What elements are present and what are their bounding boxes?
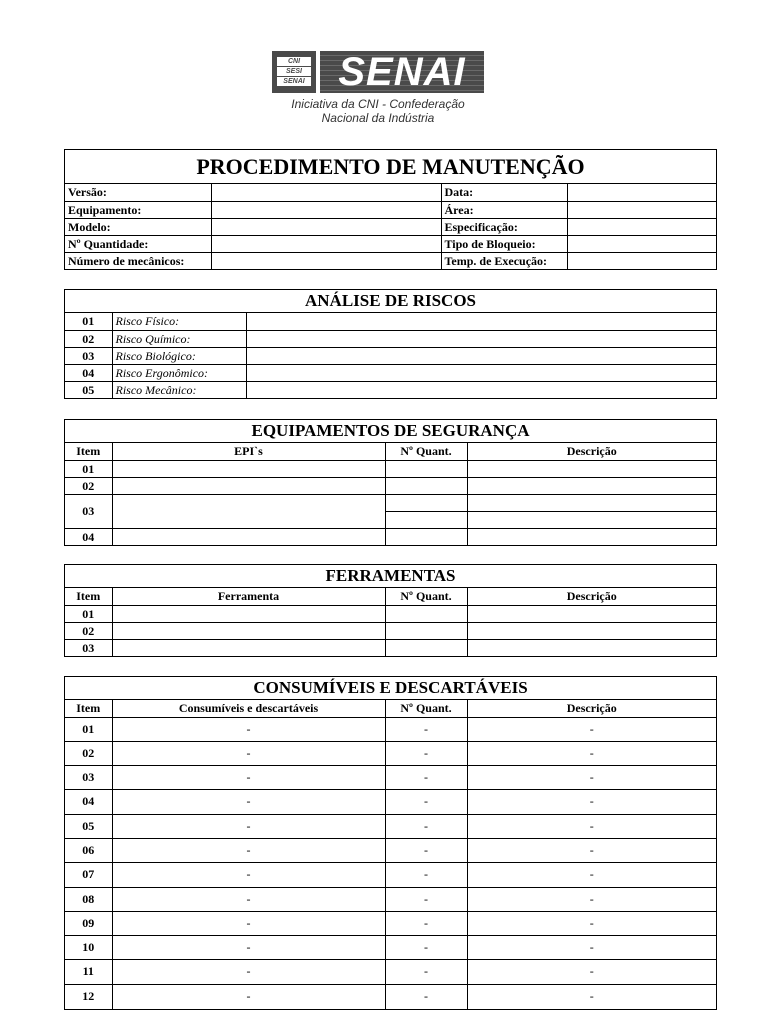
description-cell[interactable] bbox=[467, 460, 716, 477]
safety-equipment-section bbox=[64, 419, 717, 546]
table-row bbox=[65, 528, 716, 545]
procedure-title: PROCEDIMENTO DE MANUTENÇÃO bbox=[65, 150, 716, 184]
item-number: 03 bbox=[65, 494, 112, 528]
consumables-rows bbox=[65, 717, 716, 1009]
table-header-row bbox=[65, 588, 716, 605]
safety-equipment-table bbox=[65, 443, 716, 545]
description-cell[interactable] bbox=[467, 639, 716, 656]
consumable-cell[interactable]: - bbox=[112, 863, 385, 887]
col-header-epis: EPI`s bbox=[112, 443, 385, 460]
table-row bbox=[65, 887, 716, 911]
table-row bbox=[65, 218, 716, 235]
risk-number: 01 bbox=[65, 313, 112, 330]
col-header-description: Descrição bbox=[467, 700, 716, 717]
risk-analysis-section bbox=[64, 289, 717, 399]
description-cell[interactable]: - bbox=[467, 984, 716, 1008]
epi-cell[interactable] bbox=[112, 528, 385, 545]
specification-label: Especificação: bbox=[441, 218, 567, 235]
table-row bbox=[65, 347, 716, 364]
quantity-cell[interactable] bbox=[385, 639, 467, 656]
risk-table bbox=[65, 313, 716, 398]
risk-number: 03 bbox=[65, 347, 112, 364]
risk-label-chemical: Risco Químico: bbox=[112, 330, 246, 347]
consumable-cell[interactable]: - bbox=[112, 936, 385, 960]
table-row bbox=[65, 911, 716, 935]
equipment-field[interactable] bbox=[211, 201, 441, 218]
item-number: 01 bbox=[65, 717, 112, 741]
risk-field-chemical[interactable] bbox=[246, 330, 716, 347]
description-cell[interactable] bbox=[467, 511, 716, 528]
table-row bbox=[65, 201, 716, 218]
risk-field-physical[interactable] bbox=[246, 313, 716, 330]
risk-number: 02 bbox=[65, 330, 112, 347]
quantity-cell[interactable] bbox=[385, 605, 467, 622]
badge-line-cni: CNI bbox=[277, 57, 311, 66]
consumable-cell[interactable]: - bbox=[112, 766, 385, 790]
description-cell[interactable]: - bbox=[467, 911, 716, 935]
risk-field-ergonomic[interactable] bbox=[246, 364, 716, 381]
epi-cell[interactable] bbox=[112, 460, 385, 477]
col-header-consumables: Consumíveis e descartáveis bbox=[112, 700, 385, 717]
risk-number: 05 bbox=[65, 381, 112, 398]
model-label: Modelo: bbox=[65, 218, 211, 235]
badge-line-sesi: SESI bbox=[277, 67, 311, 76]
tools-table bbox=[65, 588, 716, 656]
item-number: 09 bbox=[65, 911, 112, 935]
senai-wordmark bbox=[320, 51, 484, 93]
item-number: 08 bbox=[65, 887, 112, 911]
version-label: Versão: bbox=[65, 184, 211, 201]
col-header-quantity: Nº Quant. bbox=[385, 588, 467, 605]
item-number: 01 bbox=[65, 460, 112, 477]
risk-label-biological: Risco Biológico: bbox=[112, 347, 246, 364]
item-number: 02 bbox=[65, 477, 112, 494]
item-number: 01 bbox=[65, 605, 112, 622]
senai-logo bbox=[272, 51, 484, 93]
description-cell[interactable]: - bbox=[467, 887, 716, 911]
item-number: 06 bbox=[65, 838, 112, 862]
quantity-cell[interactable]: - bbox=[385, 766, 467, 790]
col-header-tool: Ferramenta bbox=[112, 588, 385, 605]
description-cell[interactable] bbox=[467, 622, 716, 639]
table-row bbox=[65, 984, 716, 1008]
senai-wordmark-text: SENAI bbox=[338, 51, 466, 93]
consumable-cell[interactable]: - bbox=[112, 741, 385, 765]
col-header-item: Item bbox=[65, 443, 112, 460]
description-cell[interactable] bbox=[467, 477, 716, 494]
quantity-label: Nº Quantidade: bbox=[65, 235, 211, 252]
table-row bbox=[65, 494, 716, 511]
table-row bbox=[65, 814, 716, 838]
description-cell[interactable]: - bbox=[467, 766, 716, 790]
item-number: 02 bbox=[65, 741, 112, 765]
table-row bbox=[65, 364, 716, 381]
consumable-cell[interactable]: - bbox=[112, 814, 385, 838]
item-number: 03 bbox=[65, 639, 112, 656]
item-number: 05 bbox=[65, 814, 112, 838]
description-cell[interactable] bbox=[467, 605, 716, 622]
execution-time-field[interactable] bbox=[567, 252, 716, 269]
item-number: 04 bbox=[65, 790, 112, 814]
risk-field-biological[interactable] bbox=[246, 347, 716, 364]
description-cell[interactable]: - bbox=[467, 741, 716, 765]
epi-cell[interactable] bbox=[112, 494, 385, 528]
description-cell[interactable]: - bbox=[467, 717, 716, 741]
consumable-cell[interactable]: - bbox=[112, 717, 385, 741]
consumables-table bbox=[65, 700, 716, 1009]
table-row bbox=[65, 741, 716, 765]
consumable-cell[interactable]: - bbox=[112, 984, 385, 1008]
tools-section bbox=[64, 564, 717, 657]
consumable-cell[interactable]: - bbox=[112, 960, 385, 984]
area-field[interactable] bbox=[567, 201, 716, 218]
quantity-cell[interactable] bbox=[385, 622, 467, 639]
lockout-type-label: Tipo de Bloqueio: bbox=[441, 235, 567, 252]
col-header-description: Descrição bbox=[467, 443, 716, 460]
badge-line-senai: SENAI bbox=[277, 77, 311, 86]
quantity-cell[interactable]: - bbox=[385, 960, 467, 984]
item-number: 03 bbox=[65, 766, 112, 790]
procedure-info-table bbox=[65, 184, 716, 269]
quantity-cell[interactable]: - bbox=[385, 717, 467, 741]
tool-cell[interactable] bbox=[112, 605, 385, 622]
tagline-line-1: Iniciativa da CNI - Confederação bbox=[291, 97, 465, 111]
execution-time-label: Temp. de Execução: bbox=[441, 252, 567, 269]
description-cell[interactable]: - bbox=[467, 790, 716, 814]
item-number: 10 bbox=[65, 936, 112, 960]
risk-field-mechanical[interactable] bbox=[246, 381, 716, 398]
consumables-section bbox=[64, 676, 717, 1010]
table-row bbox=[65, 605, 716, 622]
table-row bbox=[65, 838, 716, 862]
col-header-quantity: Nº Quant. bbox=[385, 700, 467, 717]
tools-title: FERRAMENTAS bbox=[65, 565, 716, 588]
table-header-row bbox=[65, 443, 716, 460]
logo-tagline bbox=[250, 97, 506, 125]
table-row bbox=[65, 863, 716, 887]
epi-cell[interactable] bbox=[112, 477, 385, 494]
table-row bbox=[65, 184, 716, 201]
tagline-line-2: Nacional da Indústria bbox=[321, 111, 435, 125]
table-row bbox=[65, 381, 716, 398]
table-row bbox=[65, 790, 716, 814]
quantity-cell[interactable] bbox=[385, 477, 467, 494]
col-header-item: Item bbox=[65, 700, 112, 717]
item-number: 02 bbox=[65, 622, 112, 639]
description-cell[interactable]: - bbox=[467, 838, 716, 862]
mechanics-count-field[interactable] bbox=[211, 252, 441, 269]
quantity-cell[interactable] bbox=[385, 528, 467, 545]
table-row bbox=[65, 313, 716, 330]
item-number: 07 bbox=[65, 863, 112, 887]
date-label: Data: bbox=[441, 184, 567, 201]
tool-cell[interactable] bbox=[112, 639, 385, 656]
model-field[interactable] bbox=[211, 218, 441, 235]
col-header-description: Descrição bbox=[467, 588, 716, 605]
description-cell[interactable]: - bbox=[467, 960, 716, 984]
date-field[interactable] bbox=[567, 184, 716, 201]
table-row bbox=[65, 639, 716, 656]
consumable-cell[interactable]: - bbox=[112, 838, 385, 862]
procedure-section bbox=[64, 149, 717, 270]
quantity-cell[interactable] bbox=[385, 460, 467, 477]
quantity-cell[interactable]: - bbox=[385, 838, 467, 862]
area-label: Área: bbox=[441, 201, 567, 218]
item-number: 11 bbox=[65, 960, 112, 984]
risk-label-mechanical: Risco Mecânico: bbox=[112, 381, 246, 398]
quantity-cell[interactable] bbox=[385, 511, 467, 528]
quantity-cell[interactable] bbox=[385, 494, 467, 511]
safety-equipment-title: EQUIPAMENTOS DE SEGURANÇA bbox=[65, 420, 716, 443]
table-row bbox=[65, 330, 716, 347]
consumables-title: CONSUMÍVEIS E DESCARTÁVEIS bbox=[65, 677, 716, 700]
description-cell[interactable] bbox=[467, 494, 716, 511]
table-row bbox=[65, 766, 716, 790]
table-row bbox=[65, 960, 716, 984]
description-cell[interactable]: - bbox=[467, 936, 716, 960]
risk-analysis-title: ANÁLISE DE RISCOS bbox=[65, 290, 716, 313]
table-row bbox=[65, 235, 716, 252]
col-header-item: Item bbox=[65, 588, 112, 605]
quantity-cell[interactable]: - bbox=[385, 887, 467, 911]
risk-label-physical: Risco Físico: bbox=[112, 313, 246, 330]
risk-label-ergonomic: Risco Ergonômico: bbox=[112, 364, 246, 381]
consumable-cell[interactable]: - bbox=[112, 887, 385, 911]
cni-sesi-senai-badge bbox=[272, 51, 316, 93]
description-cell[interactable]: - bbox=[467, 814, 716, 838]
lockout-type-field[interactable] bbox=[567, 235, 716, 252]
specification-field[interactable] bbox=[567, 218, 716, 235]
tool-cell[interactable] bbox=[112, 622, 385, 639]
consumable-cell[interactable]: - bbox=[112, 911, 385, 935]
risk-number: 04 bbox=[65, 364, 112, 381]
quantity-cell[interactable]: - bbox=[385, 984, 467, 1008]
table-row bbox=[65, 252, 716, 269]
consumable-cell[interactable]: - bbox=[112, 790, 385, 814]
mechanics-count-label: Número de mecânicos: bbox=[65, 252, 211, 269]
table-row bbox=[65, 477, 716, 494]
description-cell[interactable]: - bbox=[467, 863, 716, 887]
quantity-cell[interactable]: - bbox=[385, 911, 467, 935]
description-cell[interactable] bbox=[467, 528, 716, 545]
equipment-label: Equipamento: bbox=[65, 201, 211, 218]
table-row bbox=[65, 622, 716, 639]
quantity-cell[interactable]: - bbox=[385, 936, 467, 960]
quantity-field[interactable] bbox=[211, 235, 441, 252]
col-header-quantity: Nº Quant. bbox=[385, 443, 467, 460]
quantity-cell[interactable]: - bbox=[385, 814, 467, 838]
version-field[interactable] bbox=[211, 184, 441, 201]
item-number: 12 bbox=[65, 984, 112, 1008]
item-number: 04 bbox=[65, 528, 112, 545]
quantity-cell[interactable]: - bbox=[385, 741, 467, 765]
table-row bbox=[65, 936, 716, 960]
table-row bbox=[65, 460, 716, 477]
quantity-cell[interactable]: - bbox=[385, 863, 467, 887]
table-header-row bbox=[65, 700, 716, 717]
quantity-cell[interactable]: - bbox=[385, 790, 467, 814]
table-row bbox=[65, 717, 716, 741]
